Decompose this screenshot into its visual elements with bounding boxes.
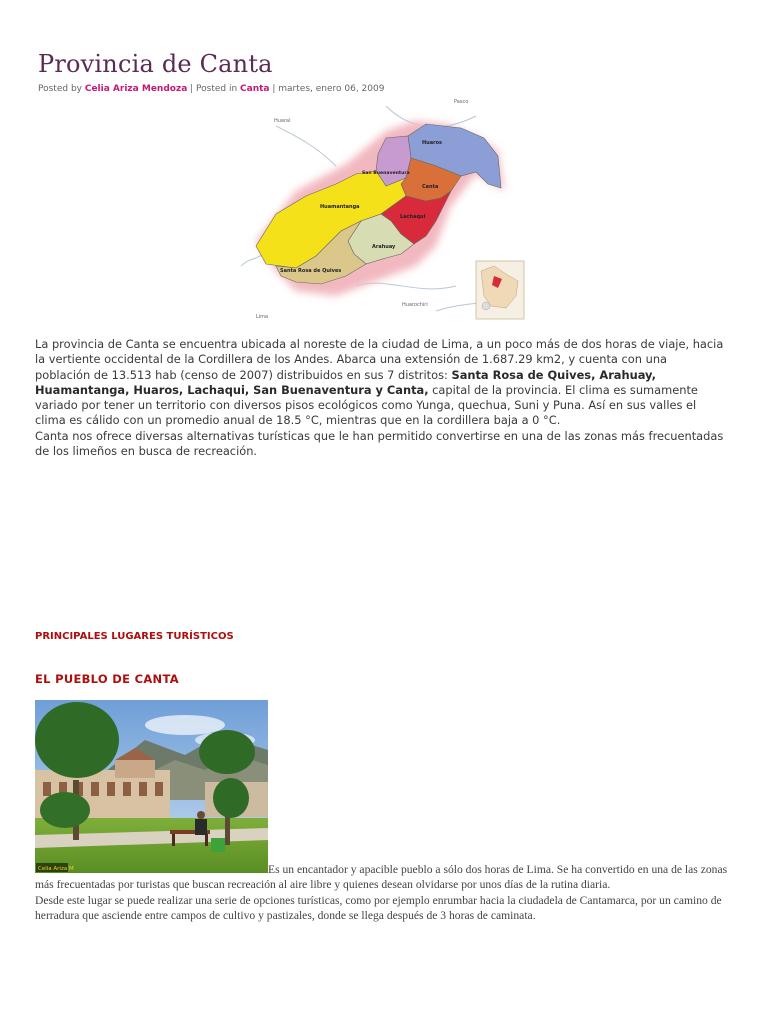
intro-text-2: capital de la provincia. El clima es sumamente variado por tener un territorio con diversos pisos ecológicos como Yunga, quechua, Suni y Puna. Así en sus valles el clima es cálido con un promedio anual de 18.5 °C, mientras que en la cordillera baja a 0 °C. xyxy=(35,382,698,428)
post-title: Provincia de Canta xyxy=(38,50,273,78)
pueblo-photo xyxy=(35,700,268,873)
map-label-san-buenaventura: San Buenaventura xyxy=(362,171,410,176)
map-label-lachaqui: Lachaqui xyxy=(400,214,426,220)
post-date: | martes, enero 06, 2009 xyxy=(269,84,385,94)
map-label-huarochiri: Huarochiri xyxy=(402,302,428,308)
tourist-places-heading: PRINCIPALES LUGARES TURÍSTICOS xyxy=(35,631,234,642)
map-label-pasco: Pasco xyxy=(454,99,469,105)
intro-paragraph xyxy=(35,337,725,459)
inset-map xyxy=(476,261,524,319)
districts-list: Santa Rosa de Quives, Arahuay, Huamantanga, Huaros, Lachaqui, San Buenaventura y Canta, xyxy=(35,367,656,397)
posted-by-label: Posted by xyxy=(38,84,85,94)
author-link[interactable]: Celia Ariza Mendoza xyxy=(84,84,188,94)
map-label-huaral: Huaral xyxy=(274,118,291,124)
canta-province-map xyxy=(236,96,526,322)
pueblo-text-2: Desde este lugar se puede realizar una serie de opciones turísticas, como por ejemplo enrumbar hacia la ciudadela de Cantamarca, por un camino de herradura que asciende entre campos de cultivo y pastizales, donde se llega después de 3 horas de caminata. xyxy=(35,893,722,923)
category-link[interactable]: Canta xyxy=(240,84,270,94)
pueblo-heading: EL PUEBLO DE CANTA xyxy=(35,672,179,686)
photo-watermark: Celia Ariza M xyxy=(38,866,74,872)
intro-text-3: Canta nos ofrece diversas alternativas turísticas que le han permitido convertirse en una de las zonas más frecuentadas de los limeños en busca de recreación. xyxy=(35,428,724,459)
map-label-huaros: Huaros xyxy=(422,140,442,146)
intro-text-1: La provincia de Canta se encuentra ubicada al noreste de la ciudad de Lima, a un poco más de dos horas de viaje, hacia la vertiente occidental de la Cordillera de los Andes. Abarca una extensión de 1.687.29 km2, y cuenta con una población de 13.513 hab (censo de 2007) distribuidos en sus 7 distritos: xyxy=(35,337,724,382)
pueblo-text-1: Es un encantador y apacible pueblo a sólo dos horas de Lima. Se ha convertido en una de las zonas más frecuentadas por turistas que buscan recreación al aire libre y quienes desean olvidarse por unos días de la rutina diaria. xyxy=(35,863,728,892)
map-label-huamantanga: Huamantanga xyxy=(320,204,360,210)
map-label-santa-rosa: Santa Rosa de Quives xyxy=(280,268,342,274)
pueblo-description xyxy=(35,862,735,924)
map-label-arahuay: Arahuay xyxy=(372,244,396,250)
map-label-canta: Canta xyxy=(422,184,439,190)
posted-in-label: | Posted in xyxy=(187,84,241,94)
post-meta xyxy=(38,84,384,94)
map-label-lima: Lima xyxy=(256,314,269,320)
